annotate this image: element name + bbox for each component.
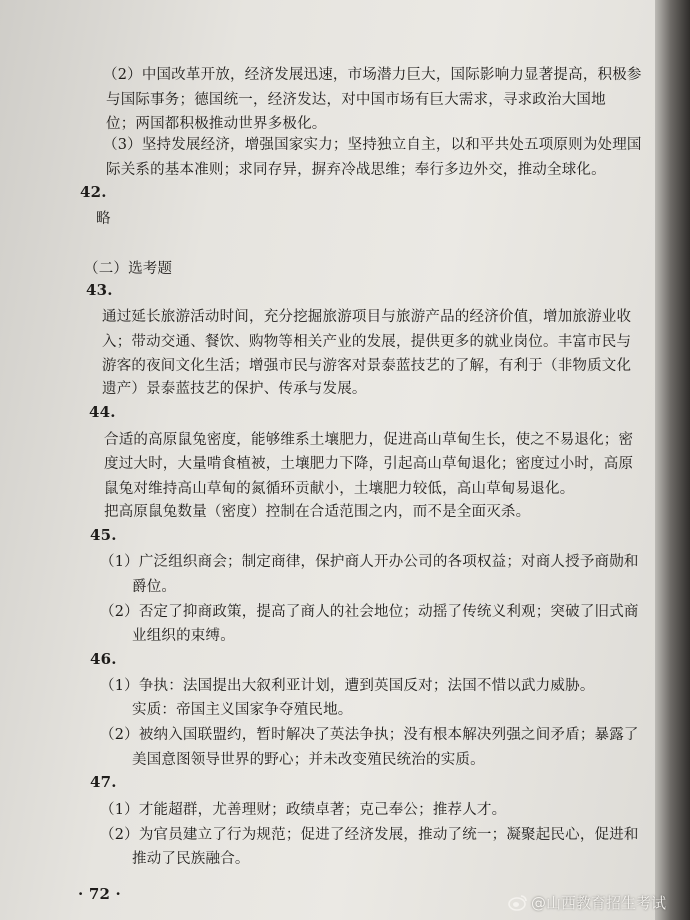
q41-line-5: 际关系的基本准则；求同存异，摒弃冷战思维；奉行多边外交，推动全球化。 [106, 162, 606, 178]
q44-number: 44. [89, 403, 116, 421]
q44-line-2: 度过大时，大量啃食植被，土壤肥力下降，引起高山草甸退化；密度过小时，高原 [104, 456, 634, 472]
q45-line-4: 业组织的束缚。 [132, 628, 235, 644]
section-title: （二）选考题 [84, 261, 173, 277]
page-number: · 72 · [78, 885, 121, 903]
q45-line-3: （2）否定了抑商政策，提高了商人的社会地位；动摇了传统义利观；突破了旧式商 [100, 604, 639, 620]
q43-line-2: 入；带动交通、餐饮、购物等相关产业的发展，提供更多的就业岗位。丰富市民与 [102, 334, 632, 350]
q44-line-3: 鼠兔对维持高山草甸的氮循环贡献小，土壤肥力较低，高山草甸易退化。 [104, 481, 575, 497]
q41-line-2: 与国际事务；德国统一，经济发达，对中国市场有巨大需求，寻求政治大国地 [106, 92, 606, 108]
q46-line-4: 美国意图领导世界的野心；并未改变殖民统治的实质。 [132, 752, 485, 768]
q43-line-4: 遗产）景泰蓝技艺的保护、传承与发展。 [102, 381, 367, 397]
q46-line-3: （2）被纳入国联盟约，暂时解决了英法争执；没有根本解决列强之间矛盾；暴露了 [100, 727, 639, 743]
book-spine-edge [655, 0, 690, 920]
weibo-icon [508, 893, 528, 911]
q46-line-2: 实质：帝国主义国家争夺殖民地。 [132, 702, 353, 718]
q43-number: 43. [86, 281, 113, 299]
q47-line-3: 推动了民族融合。 [132, 851, 250, 867]
q43-line-3: 游客的夜间文化生活；增强市民与游客对景泰蓝技艺的了解，有利于（非物质文化 [102, 358, 632, 374]
q47-line-1: （1）才能超群，尤善理财；政绩卓著；克己奉公；推荐人才。 [100, 802, 507, 818]
q44-line-1: 合适的高原鼠兔密度，能够维系土壤肥力，促进高山草甸生长，使之不易退化；密 [104, 432, 634, 448]
q47-line-2: （2）为官员建立了行为规范；促进了经济发展，推动了统一；凝聚起民心，促进和 [100, 827, 639, 843]
q45-number: 45. [90, 526, 117, 544]
q45-line-1: （1）广泛组织商会；制定商律，保护商人开办公司的各项权益；对商人授予商勋和 [100, 554, 639, 570]
watermark-text: @山西教育招生考试 [531, 894, 667, 912]
q42-number: 42. [80, 183, 107, 201]
q46-line-1: （1）争执：法国提出大叙利亚计划，遭到英国反对；法国不惜以武力威胁。 [100, 678, 595, 694]
watermark [508, 892, 666, 913]
q41-line-4: （3）坚持发展经济，增强国家实力；坚持独立自主，以和平共处五项原则为处理国 [103, 137, 642, 153]
q41-line-3: 位；两国都积极推动世界多极化。 [106, 116, 327, 132]
q41-line-1: （2）中国改革开放，经济发展迅速，市场潜力巨大，国际影响力显著提高，积极参 [103, 67, 642, 83]
q43-line-1: 通过延长旅游活动时间，充分挖掘旅游项目与旅游产品的经济价值，增加旅游业收 [102, 309, 632, 325]
q42-answer: 略 [96, 211, 111, 227]
q46-number: 46. [90, 650, 117, 668]
q47-number: 47. [90, 773, 117, 791]
q44-line-4: 把高原鼠兔数量（密度）控制在合适范围之内，而不是全面灭杀。 [104, 504, 531, 520]
q45-line-2: 爵位。 [132, 579, 177, 595]
